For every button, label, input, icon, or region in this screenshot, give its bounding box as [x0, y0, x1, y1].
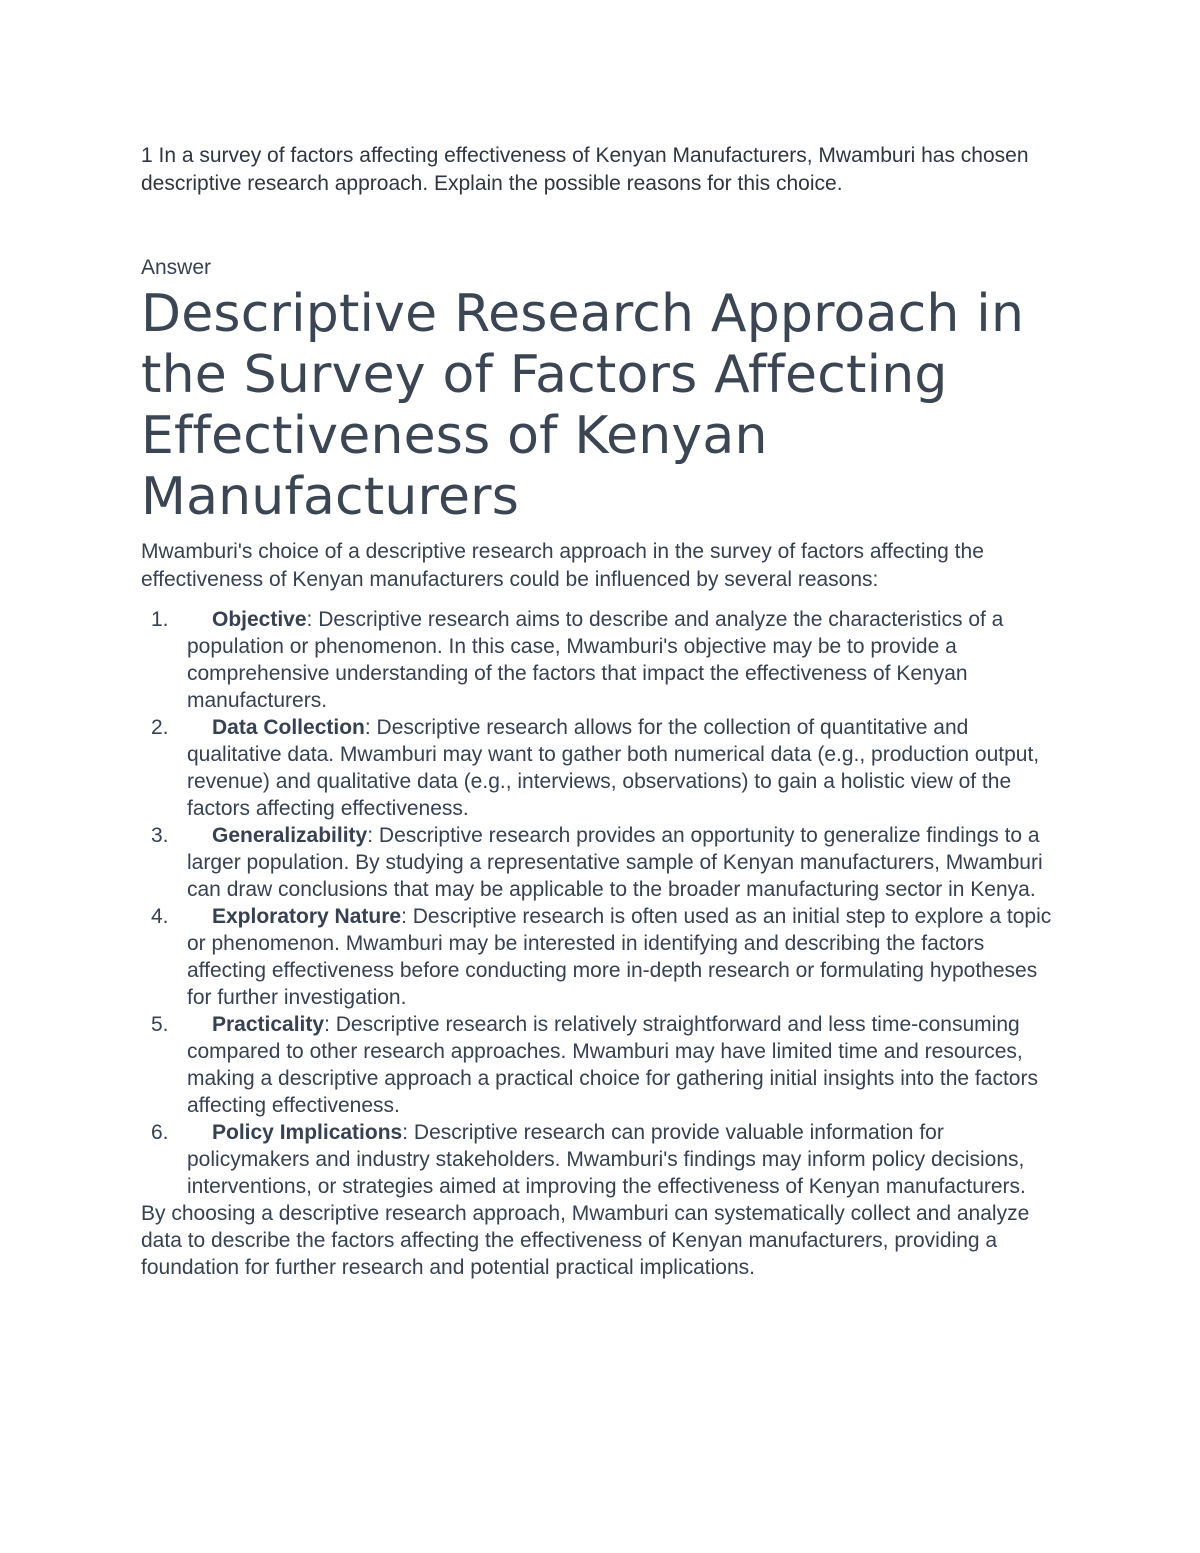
list-item-title: Generalizability [212, 824, 368, 847]
list-item-text: : Descriptive research aims to describe and analyze the characteristics of a population or phenomenon. In this case, Mwamburi's objective may be to provide a comprehensive understanding of the factors that impact the effectiveness of Kenyan manufacturers. [187, 608, 1004, 712]
list-item [141, 606, 1061, 714]
list-item [141, 714, 1061, 822]
list-item-number: 4. [151, 905, 169, 928]
intro-paragraph: Mwamburi's choice of a descriptive research approach in the survey of factors affecting the effectiveness of Kenyan manufacturers could be influenced by several reasons: [141, 540, 984, 591]
list-item-number: 2. [151, 716, 169, 739]
list-item [141, 822, 1061, 903]
list-item [141, 1119, 1061, 1200]
list-item-text: : Descriptive research can provide valuable information for policymakers and industry stakeholders. Mwamburi's findings may inform policy decisions, interventions, or strategies aimed at improving the effectiveness of Kenyan manufacturers. [187, 1121, 1026, 1198]
list-item-number: 1. [151, 608, 169, 631]
list-item [141, 1011, 1061, 1119]
list-item-text: : Descriptive research provides an opportunity to generalize findings to a larger population. By studying a representative sample of Kenyan manufacturers, Mwamburi can draw conclusions that may be applicable to the broader manufacturing sector in Kenya. [187, 824, 1043, 901]
list-item-title: Data Collection [212, 716, 365, 739]
list-item-number: 6. [151, 1121, 169, 1144]
document-page [141, 142, 1061, 1281]
list-item-text: : Descriptive research is relatively straightforward and less time-consuming compared to other research approaches. Mwamburi may have limited time and resources, making a descriptive approach a practical choice for gathering initial insights into the factors affecting effectiveness. [187, 1013, 1038, 1117]
reasons-list [141, 606, 1061, 1200]
list-item [141, 903, 1061, 1011]
list-item-number: 3. [151, 824, 169, 847]
list-item-number: 5. [151, 1013, 169, 1036]
conclusion-paragraph: By choosing a descriptive research approach, Mwamburi can systematically collect and analyze data to describe the factors affecting the effectiveness of Kenyan manufacturers, providing a foundation for further research and potential practical implications. [141, 1202, 1030, 1279]
list-item-title: Objective [212, 608, 307, 631]
answer-label: Answer [141, 256, 212, 279]
list-item-title: Policy Implications [212, 1121, 403, 1144]
list-item-title: Practicality [212, 1013, 325, 1036]
list-item-title: Exploratory Nature [212, 905, 402, 928]
list-item-text: : Descriptive research allows for the collection of quantitative and qualitative data. Mwamburi may want to gather both numerical data (e.g., production output, revenue) and qualitative data (e.g., interviews, observations) to gain a holistic view of the factors affecting effectiveness. [187, 716, 1040, 820]
answer-heading: Descriptive Research Approach in the Survey of Factors Affecting Effectiveness of Kenyan Manufacturers [141, 284, 1025, 527]
question-text: 1 In a survey of factors affecting effectiveness of Kenyan Manufacturers, Mwamburi has chosen descriptive research approach. Explain the possible reasons for this choice. [141, 144, 1029, 195]
list-item-text: : Descriptive research is often used as an initial step to explore a topic or phenomenon. Mwamburi may be interested in identifying and describing the factors affecting effectiveness before conducting more in-depth research or formulating hypotheses for further investigation. [187, 905, 1052, 1009]
